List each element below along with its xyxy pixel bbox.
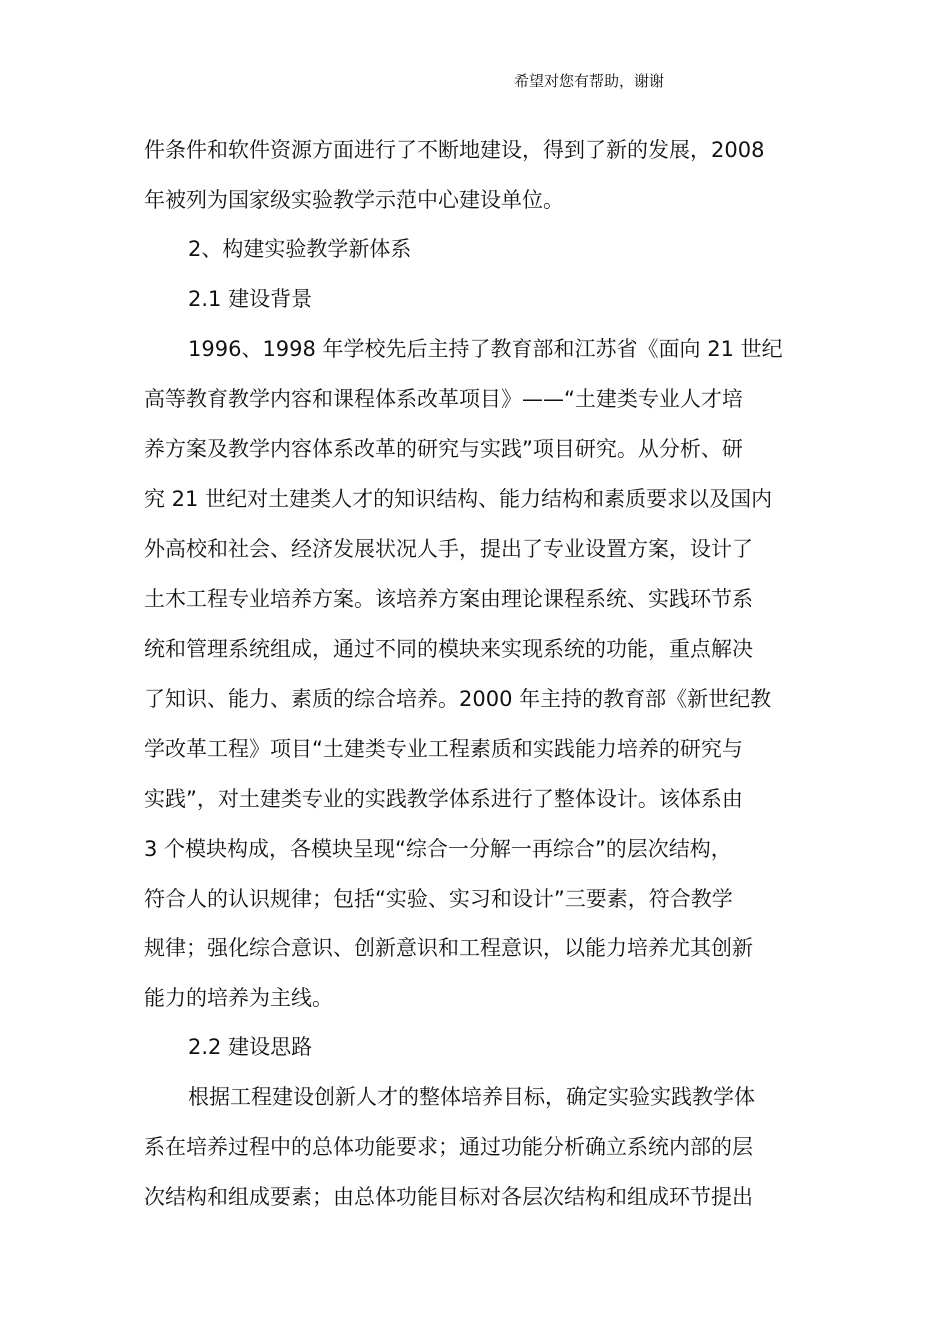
body-line: 养方案及教学内容体系改革的研究与实践”项目研究。从分析、研 [144, 437, 743, 461]
body-line: 根据工程建设创新人才的整体培养目标，确定实验实践教学体 [188, 1085, 755, 1109]
body-line: 符合人的认识规律；包括“实验、实习和设计”三要素，符合教学 [144, 887, 733, 911]
body-line: 件条件和软件资源方面进行了不断地建设，得到了新的发展，2008 [144, 138, 765, 162]
body-line: 土木工程专业培养方案。该培养方案由理论课程系统、实践环节系 [144, 587, 753, 611]
body-line: 能力的培养为主线。 [144, 986, 333, 1010]
body-line: 实践”，对土建类专业的实践教学体系进行了整体设计。该体系由 [144, 787, 743, 811]
subsection-heading: 2.2 建设思路 [188, 1035, 313, 1059]
section-heading: 2、构建实验教学新体系 [188, 237, 412, 261]
body-line: 高等教育教学内容和课程体系改革项目》——“土建类专业人才培 [144, 387, 743, 411]
body-line: 1996、1998 年学校先后主持了教育部和江苏省《面向 21 世纪 [188, 337, 783, 361]
page-header: 希望对您有帮助，谢谢 [514, 72, 665, 90]
body-line: 外高校和社会、经济发展状况人手，提出了专业设置方案，设计了 [144, 537, 753, 561]
body-line: 系在培养过程中的总体功能要求；通过功能分析确立系统内部的层 [144, 1135, 753, 1159]
body-line: 次结构和组成要素；由总体功能目标对各层次结构和组成环节提出 [144, 1185, 753, 1209]
body-line: 统和管理系统组成，通过不同的模块来实现系统的功能，重点解决 [144, 637, 753, 661]
body-line: 年被列为国家级实验教学示范中心建设单位。 [144, 188, 564, 212]
body-line: 规律；强化综合意识、创新意识和工程意识，以能力培养尤其创新 [144, 936, 753, 960]
subsection-heading: 2.1 建设背景 [188, 287, 313, 311]
body-line: 究 21 世纪对土建类人才的知识结构、能力结构和素质要求以及国内 [144, 487, 773, 511]
body-line: 3 个模块构成，各模块呈现“综合一分解一再综合”的层次结构， [144, 837, 732, 861]
body-line: 了知识、能力、素质的综合培养。2000 年主持的教育部《新世纪教 [144, 687, 772, 711]
body-line: 学改革工程》项目“土建类专业工程素质和实践能力培养的研究与 [144, 737, 743, 761]
